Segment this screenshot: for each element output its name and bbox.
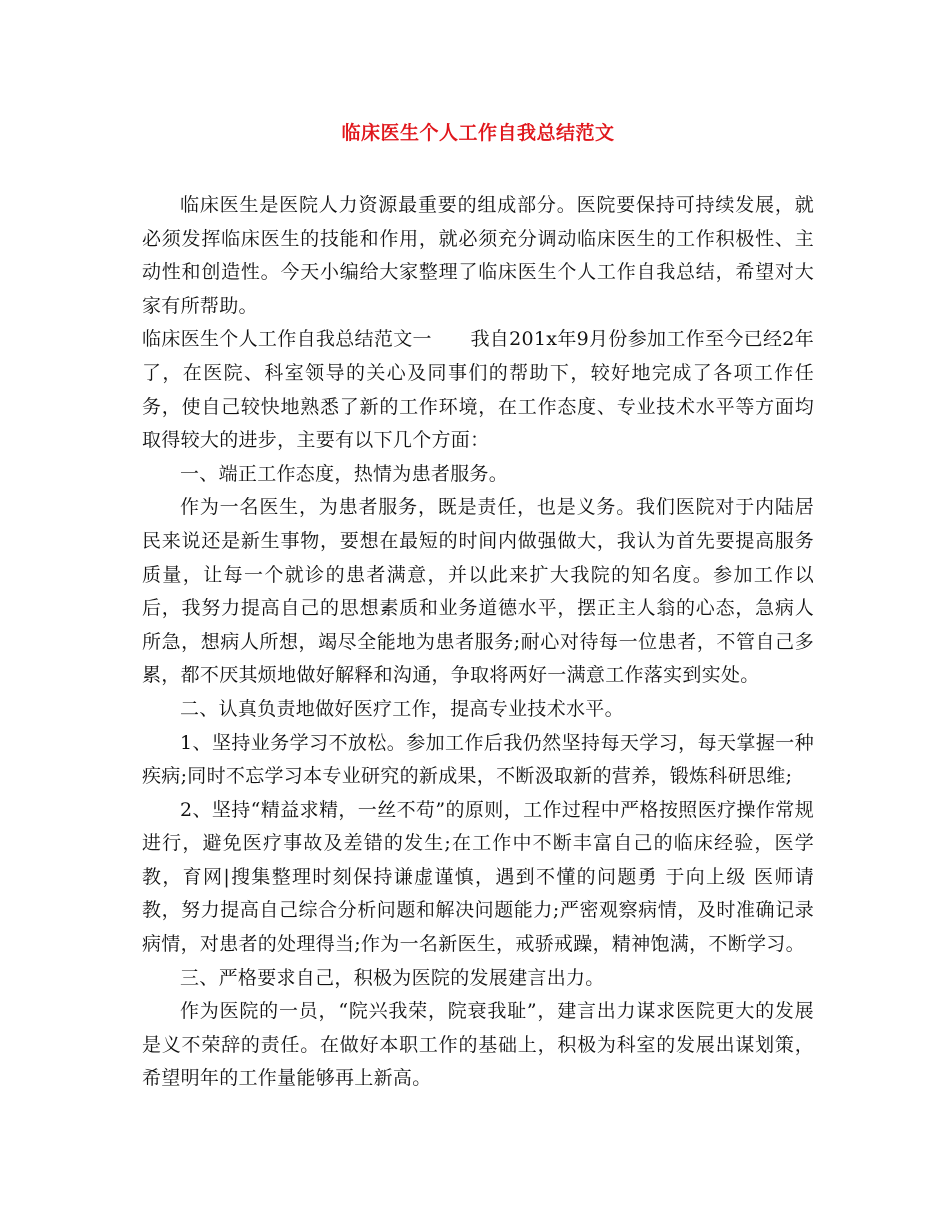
document-title: 临床医生个人工作自我总结范文 — [341, 122, 615, 144]
section-heading-attitude: 一、端正工作态度，热情为患者服务。 — [180, 462, 509, 485]
document-body — [142, 189, 814, 1096]
paragraph-principles: 2、坚持“精益求精，一丝不苟”的原则，工作过程中严格按照医疗操作常规进行，避免医疗事故及差错的发生;在工作中不断丰富自己的临床经验，医学教，育网|搜集整理时刻保持谦虚谨慎，遇到不懂的问题勇 于向上级 医师请教，努力提高自己综合分析问题和解决问题能力;严密观察病情，及时准确记录病情，对患者的处理得当;作为一名新医生，戒骄戒躁，精神饱满，不断学习。 — [142, 798, 814, 956]
paragraph-study: 1、坚持业务学习不放松。参加工作后我仍然坚持每天学习，每天掌握一种疾病;同时不忘学习本专业研究的新成果，不断汲取新的营养，锻炼科研思维; — [142, 731, 814, 788]
paragraph-contribution: 作为医院的一员，“院兴我荣，院衰我耻”，建言出力谋求医院更大的发展是义不荣辞的责任。在做好本职工作的基础上，积极为科室的发展出谋划策，希望明年的工作量能够再上新高。 — [142, 1000, 814, 1090]
paragraph-attitude: 作为一名医生，为患者服务，既是责任，也是义务。我们医院对于内陆居民来说还是新生事物，要想在最短的时间内做强做大，我认为首先要提高服务质量，让每一个就诊的患者满意，并以此来扩大我院的知名度。参加工作以后，我努力提高自己的思想素质和业务道德水平，摆正主人翁的心态，急病人所急，想病人所想，竭尽全能地为患者服务;耐心对待每一位患者，不管自己多累，都不厌其烦地做好解释和沟通，争取将两好一满意工作落实到实处。 — [142, 496, 814, 687]
document-page — [142, 115, 814, 1096]
section-heading-medical-work: 二、认真负责地做好医疗工作，提高专业技术水平。 — [180, 697, 624, 720]
paragraph-intro: 临床医生是医院人力资源最重要的组成部分。医院要保持可持续发展，就必须发挥临床医生的技能和作用，就必须充分调动临床医生的工作积极性、主动性和创造性。今天小编给大家整理了临床医生个人工作自我总结，希望对大家有所帮助。 — [142, 194, 814, 317]
paragraph-sample-one-opening: 临床医生个人工作自我总结范文一 我自201x年9月份参加工作至今已经2年了，在医院、科室领导的关心及同事们的帮助下，较好地完成了各项工作任务，使自己较快地熟悉了新的工作环境，在工作态度、专业技术水平等方面均取得较大的进步，主要有以下几个方面： — [142, 328, 814, 452]
section-heading-self-discipline: 三、严格要求自己，积极为医院的发展建言出力。 — [180, 966, 605, 989]
